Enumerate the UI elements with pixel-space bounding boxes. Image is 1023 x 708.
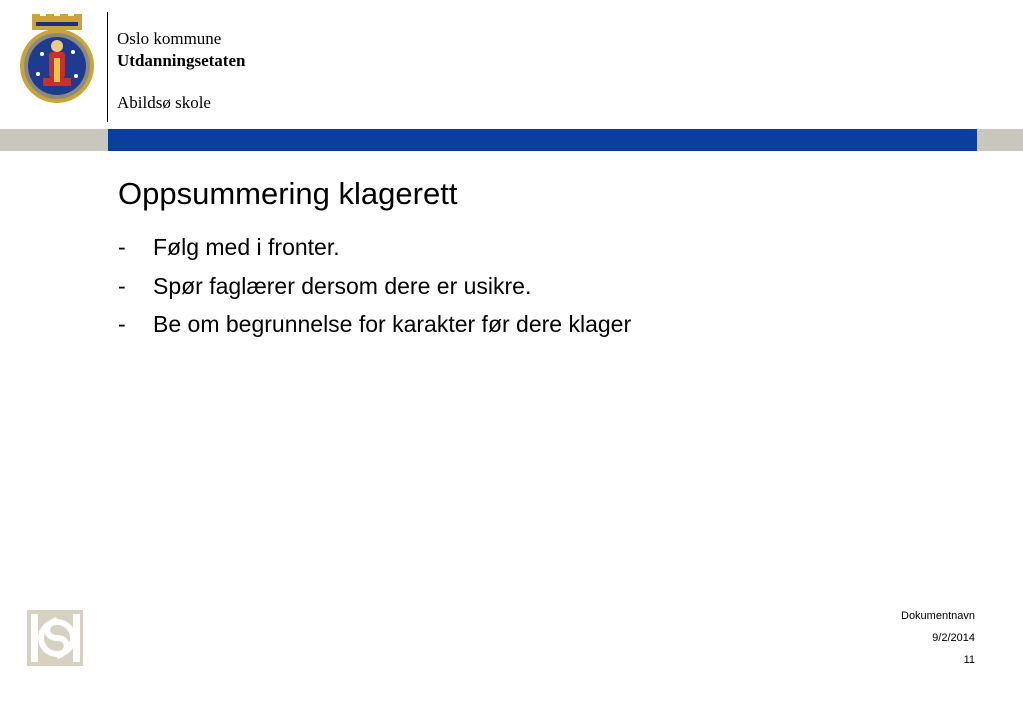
bullet-text: Følg med i fronter. <box>153 234 340 260</box>
page-number: 11 <box>963 654 975 666</box>
document-name: Dokumentnavn <box>901 610 975 622</box>
bullet-item <box>118 271 631 310</box>
header-band-right <box>977 129 1023 151</box>
school-name: Abildsø skole <box>117 93 211 112</box>
oslo-kommune-logo-icon <box>27 610 83 666</box>
bullet-text: Spør faglærer dersom dere er usikre. <box>153 272 532 299</box>
slide-title: Oppsummering klagerett <box>118 176 458 211</box>
department-name: Utdanningsetaten <box>117 51 246 70</box>
bullet-item <box>118 309 631 348</box>
bullet-list <box>118 232 631 348</box>
bullet-text: Be om begrunnelse for karakter før dere klager <box>153 311 632 337</box>
bullet-marker: - <box>118 234 126 260</box>
oslo-coat-of-arms-icon <box>18 14 96 106</box>
bullet-marker: - <box>118 272 126 299</box>
slide-date: 9/2/2014 <box>932 632 975 644</box>
org-name: Oslo kommune <box>117 29 222 48</box>
header-divider <box>107 12 108 122</box>
header-band-blue <box>108 129 977 151</box>
bullet-marker: - <box>118 311 126 337</box>
organization-header <box>117 28 245 114</box>
bullet-item <box>118 232 631 271</box>
header-band-left <box>0 129 108 151</box>
slide-footer <box>901 605 975 671</box>
